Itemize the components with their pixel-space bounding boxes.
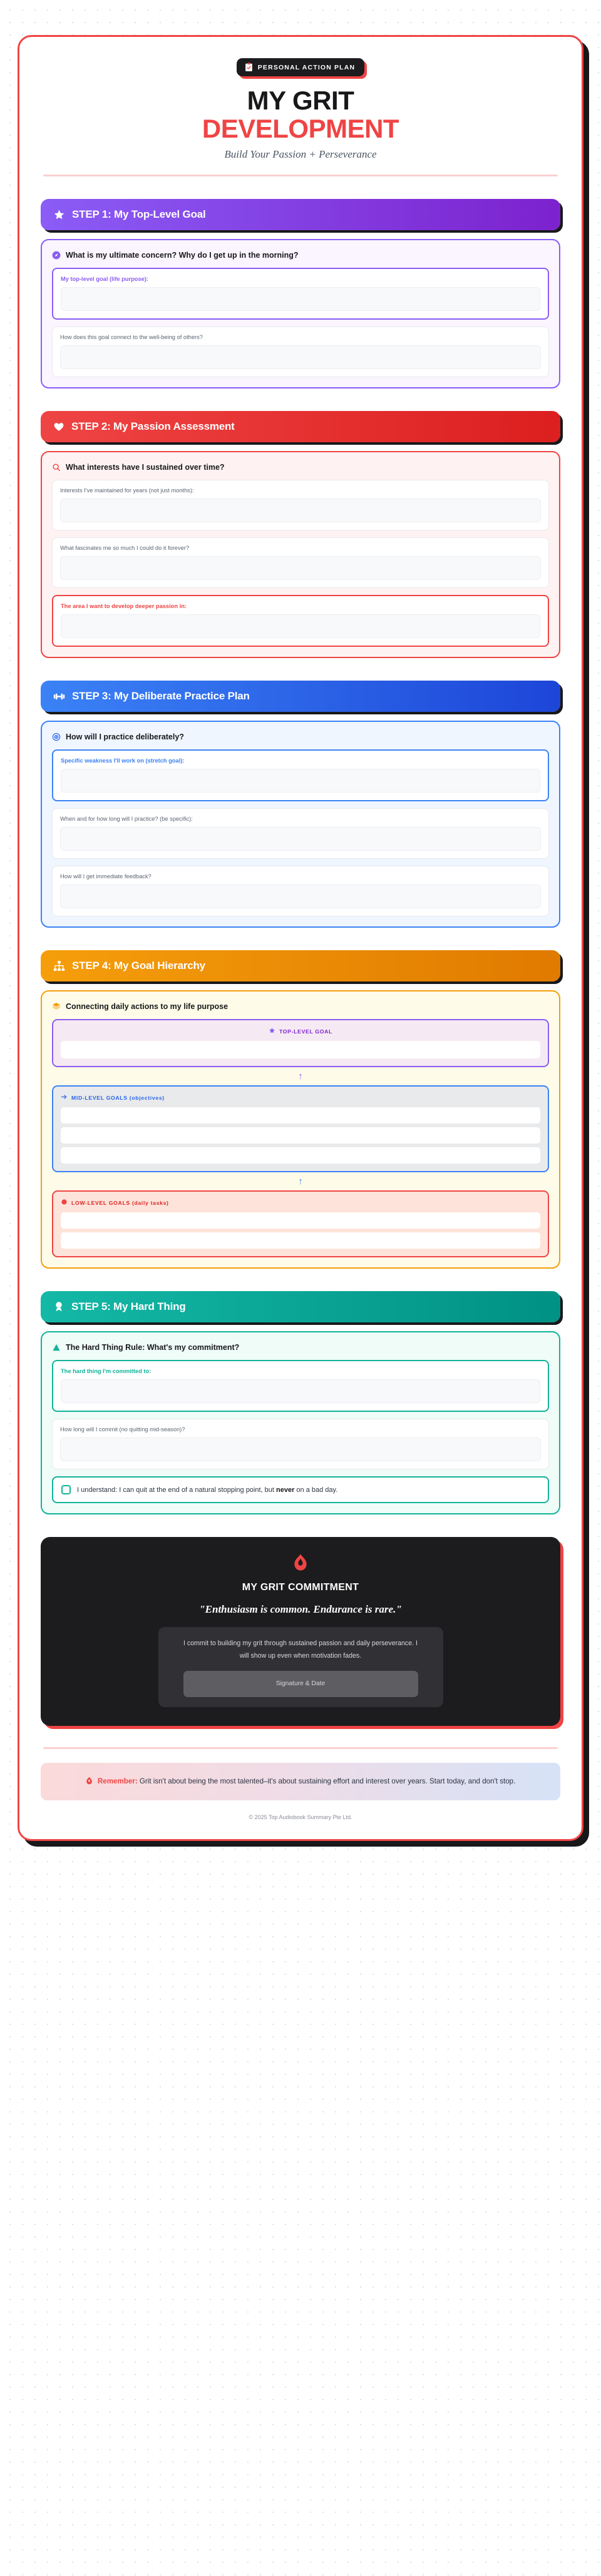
field-label: The hard thing I'm committed to: [61, 1368, 152, 1375]
text-input[interactable] [60, 499, 541, 522]
copyright-text: © 2025 Top Audiobook Summary Pte Ltd. [249, 1814, 352, 1821]
text-input[interactable] [60, 827, 541, 851]
step-5-body [41, 1331, 560, 1514]
layers-icon [52, 1002, 61, 1011]
step-3-question-row [52, 733, 549, 741]
checkbox-text-bold: never [276, 1486, 295, 1494]
text-input[interactable] [60, 345, 541, 369]
field-fascination [52, 537, 549, 588]
checkbox-text-before: I understand: I can quit at the end of a natural stopping point, but [77, 1486, 277, 1494]
tier-input[interactable] [61, 1127, 540, 1143]
commitment-title: MY GRIT COMMITMENT [242, 1582, 359, 1593]
step-2-section [41, 411, 560, 658]
remember-text: Grit isn't about being the most talented–it's about sustaining effort and interest over years. Start today, and don't stop. [137, 1777, 516, 1785]
field-label: Interests I've maintained for years (not just months): [60, 487, 194, 494]
medal-icon [53, 1301, 64, 1312]
field-goal-wellbeing [52, 327, 549, 377]
page-title-line2: DEVELOPMENT [202, 114, 399, 144]
field-label: My top-level goal (life purpose): [61, 276, 148, 283]
flame-icon [54, 1553, 547, 1575]
step-4-section [41, 950, 560, 1269]
hard-thing-acknowledgement[interactable] [52, 1476, 549, 1503]
search-icon [52, 463, 61, 472]
text-input[interactable] [60, 1438, 541, 1461]
tier-label-row [61, 1093, 540, 1102]
tier-top-level-goal [52, 1019, 549, 1067]
field-label: How will I get immediate feedback? [60, 873, 152, 880]
step-2-label: STEP 2: My Passion Assessment [71, 420, 235, 433]
understand-checkbox[interactable] [61, 1485, 71, 1494]
field-immediate-feedback [52, 866, 549, 916]
text-input[interactable] [60, 556, 541, 580]
dot-icon [61, 1199, 68, 1207]
step-1-header [41, 199, 560, 230]
field-label: What fascinates me so much I could do it forever? [60, 545, 190, 552]
tier-input[interactable] [61, 1212, 540, 1229]
step-4-label: STEP 4: My Goal Hierarchy [72, 960, 205, 972]
step-3-header [41, 681, 560, 712]
step-4-question: Connecting daily actions to my life purpose [66, 1002, 229, 1012]
mountain-icon [52, 1343, 61, 1352]
tier-input[interactable] [61, 1107, 540, 1123]
commitment-quote: "Enthusiasm is common. Endurance is rare." [199, 1603, 402, 1616]
field-label: How long will I commit (no quitting mid-season)? [60, 1426, 185, 1433]
field-label: How does this goal connect to the well-being of others? [60, 334, 203, 341]
compass-icon [52, 251, 61, 260]
step-4-body [41, 990, 560, 1269]
clipboard-check-icon [245, 63, 253, 72]
tier-label: MID-LEVEL GOALS (objectives) [71, 1094, 165, 1101]
signature-field[interactable]: Signature & Date [183, 1671, 418, 1697]
field-sustained-interests [52, 480, 549, 530]
checkbox-text-after: on a bad day. [294, 1486, 338, 1494]
step-2-header [41, 411, 560, 442]
step-5-label: STEP 5: My Hard Thing [71, 1301, 186, 1313]
step-3-question: How will I practice deliberately? [66, 733, 184, 742]
step-4-question-row [52, 1002, 549, 1011]
text-input[interactable] [61, 769, 540, 793]
badge-label: PERSONAL ACTION PLAN [257, 63, 356, 71]
text-input[interactable] [60, 885, 541, 908]
field-specific-weakness [52, 749, 549, 801]
step-1-body [41, 239, 560, 388]
step-3-label: STEP 3: My Deliberate Practice Plan [72, 690, 250, 702]
step-1-question-row [52, 251, 549, 260]
target-icon [52, 733, 61, 741]
text-input[interactable] [61, 614, 540, 638]
step-4-header [41, 950, 560, 981]
remember-label: Remember: [97, 1777, 138, 1785]
field-hard-thing [52, 1360, 549, 1412]
remember-banner [41, 1763, 560, 1801]
step-2-question: What interests have I sustained over time? [66, 463, 225, 472]
heart-icon [53, 421, 64, 432]
star-icon [53, 209, 65, 221]
step-3-body [41, 721, 560, 928]
flame-icon [86, 1777, 95, 1785]
field-practice-schedule [52, 808, 549, 859]
tier-input[interactable] [61, 1147, 540, 1164]
step-5-question-row [52, 1343, 549, 1352]
step-5-question: The Hard Thing Rule: What's my commitment? [66, 1343, 240, 1352]
tier-label: LOW-LEVEL GOALS (daily tasks) [71, 1199, 169, 1206]
step-5-header [41, 1291, 560, 1322]
commitment-pledge-box [158, 1627, 443, 1706]
dumbbell-icon [53, 691, 65, 702]
grit-commitment-card [41, 1537, 560, 1725]
star-icon [269, 1027, 275, 1035]
personal-action-plan-badge [237, 58, 364, 76]
tier-low-level-goals [52, 1190, 549, 1257]
page-header [41, 58, 560, 176]
step-3-section [41, 681, 560, 928]
step-1-section [41, 199, 560, 388]
text-input[interactable] [61, 287, 540, 311]
tier-label-row [61, 1027, 540, 1035]
worksheet-sheet [18, 35, 583, 1841]
arrow-right-icon [61, 1093, 68, 1102]
commitment-pledge: I commit to building my grit through sustained passion and daily perseverance. I will show up even when motivation fades. [183, 1640, 418, 1660]
step-2-question-row [52, 463, 549, 472]
field-top-level-goal [52, 268, 549, 320]
field-label: When and for how long will I practice? (be specific): [60, 816, 193, 823]
field-label: The area I want to develop deeper passion in: [61, 603, 187, 610]
step-5-section [41, 1291, 560, 1514]
hierarchy-arrow-1: ↑ [298, 1071, 303, 1082]
field-label: Specific weakness I'll work on (stretch goal): [61, 758, 185, 764]
hierarchy-arrow-2: ↑ [298, 1176, 303, 1187]
page-subtitle: Build Your Passion + Perseverance [224, 148, 377, 161]
step-2-body [41, 451, 560, 658]
step-1-question: What is my ultimate concern? Why do I get up in the morning? [66, 251, 299, 260]
field-commit-duration [52, 1419, 549, 1469]
tier-input[interactable] [61, 1232, 540, 1249]
header-divider [43, 175, 558, 176]
tier-label: TOP-LEVEL GOAL [279, 1028, 333, 1035]
page-title-line1: MY GRIT [247, 86, 354, 115]
tier-mid-level-goals [52, 1085, 549, 1172]
text-input[interactable] [61, 1379, 540, 1403]
step-1-label: STEP 1: My Top-Level Goal [72, 208, 206, 221]
field-deeper-passion-area [52, 595, 549, 647]
tier-label-row [61, 1199, 540, 1207]
sitemap-icon [53, 960, 65, 972]
checkbox-label [77, 1486, 337, 1494]
footer-divider [43, 1747, 558, 1749]
tier-input[interactable] [61, 1041, 540, 1058]
